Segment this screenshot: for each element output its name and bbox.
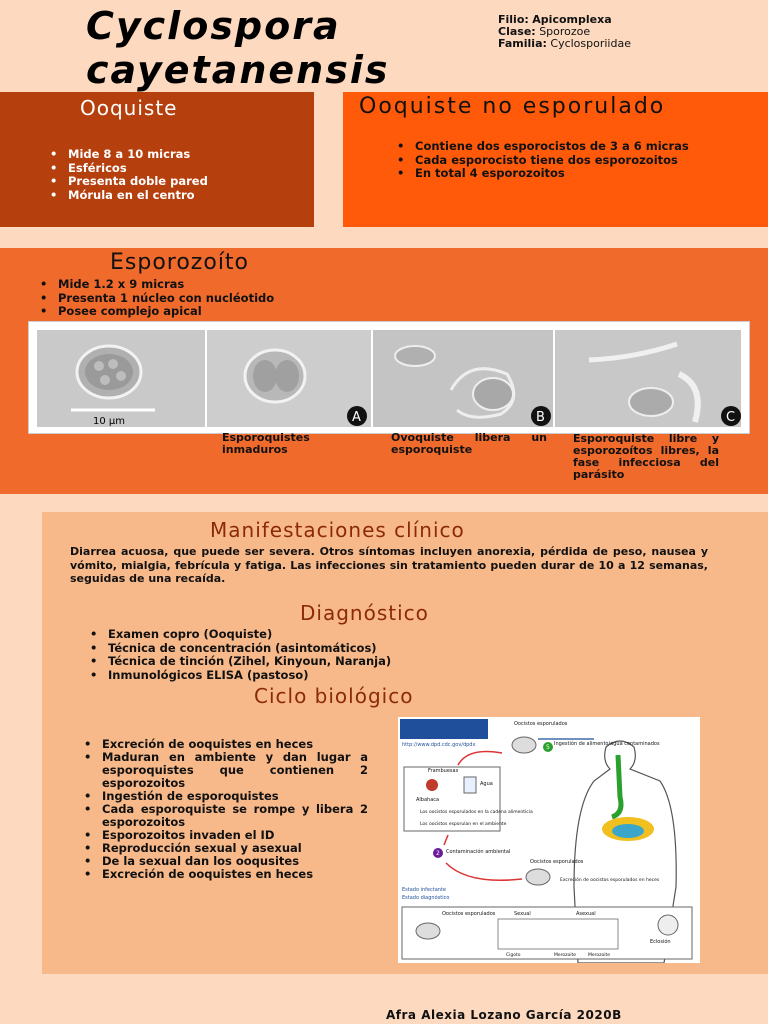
list-item: • Contiene dos esporocistos de 3 a 6 micras	[395, 140, 725, 154]
list-item: • Cada esporocisto tiene dos esporozoitos	[395, 154, 725, 168]
list-item: • Excreción de ooquistes en heces	[82, 738, 368, 751]
esporozoito-list	[38, 278, 274, 319]
step-number: 5	[546, 744, 550, 751]
micrograph-strip	[28, 321, 750, 434]
label-asexual: Asexual	[576, 911, 596, 917]
raspberry-icon	[426, 779, 438, 791]
life-cycle-svg	[398, 717, 700, 963]
sporocyst-release-image	[373, 330, 553, 427]
scale-label: 10 µm	[93, 416, 126, 427]
oocyst-image	[37, 330, 205, 427]
label-oocistos-mid: Oocistos esporulados	[530, 859, 584, 865]
label-albahaca: Albahaca	[416, 797, 440, 803]
list-item: • Esféricos	[48, 162, 208, 176]
page-title	[86, 4, 390, 92]
no-esporulado-list	[395, 140, 725, 181]
label-sexual: Sexual	[514, 911, 531, 917]
sporozoite-image	[555, 330, 741, 427]
manifestaciones-heading: Manifestaciones clínico	[210, 518, 465, 542]
sporocyst-image	[207, 330, 371, 427]
cycle-arrow	[444, 835, 448, 845]
list-item: • Cada esporoquiste se rompe y libera 2 esporozoitos	[82, 803, 368, 829]
list-item: • Posee complejo apical	[38, 305, 274, 319]
list-item: • Examen copro (Ooquiste)	[88, 628, 391, 642]
label-excrecion: Excreción de oocistos esporulados en heces	[560, 878, 660, 883]
list-item: • Mórula en el centro	[48, 189, 208, 203]
list-item: • Presenta 1 núcleo con nucléotido	[38, 292, 274, 306]
filio-label: Filio:	[498, 13, 529, 26]
label-contaminacion: Contaminación ambiental	[446, 849, 511, 855]
author-signature: Afra Alexia Lozano García 2020B	[386, 1008, 622, 1022]
list-item: • Mide 8 a 10 micras	[48, 148, 208, 162]
title-line-1: Cyclospora	[86, 4, 341, 48]
micrograph-panel-c	[555, 330, 741, 427]
caption-a: Esporoquistes inmaduros	[222, 431, 310, 456]
eclosion-icon	[658, 915, 678, 935]
label-merozoite-2: Merozoite	[588, 953, 611, 958]
label-cigoto: Cigoto	[506, 953, 521, 958]
micrograph-panel-scale	[37, 330, 205, 427]
micrograph-panel-a	[207, 330, 371, 427]
list-item: • Técnica de tinción (Zihel, Kinyoun, Naranja)	[88, 655, 391, 669]
cycle-arrow	[446, 863, 522, 880]
ciclo-list	[82, 738, 368, 881]
list-item: • Técnica de concentración (asintomáticos)	[88, 642, 391, 656]
label-agua: Agua	[480, 781, 493, 787]
intestine-small	[612, 824, 644, 838]
clase-label: Clase:	[498, 25, 536, 38]
cdc-url: http://www.dpd.cdc.gov/dpdx	[402, 742, 476, 748]
ciclo-heading: Ciclo biológico	[254, 684, 414, 708]
legend-infectante: Estado infectante	[402, 887, 446, 893]
taxonomy-block	[498, 14, 631, 50]
water-glass-icon	[464, 777, 476, 793]
list-item: • Presenta doble pared	[48, 175, 208, 189]
label-frambuesas: Frambuesas	[428, 768, 459, 774]
label-cadena: Los oocistos esporulados en la cadena alimenticia	[420, 810, 533, 815]
panel-label-c: C	[726, 410, 736, 425]
diagnostico-heading: Diagnóstico	[300, 601, 429, 625]
micrograph-panel-b	[373, 330, 553, 427]
diagnostico-list	[88, 628, 391, 682]
esporozoito-heading: Esporozoíto	[110, 250, 250, 275]
ooquiste-list	[48, 148, 208, 202]
ooquiste-section	[0, 92, 314, 227]
label-oocistos-top: Oocistos esporulados	[514, 721, 568, 727]
cdc-logo	[400, 719, 488, 739]
ooquiste-heading: Ooquiste	[80, 96, 178, 120]
no-esporulado-section	[343, 92, 768, 227]
panel-label-b: B	[536, 410, 545, 425]
oocyst-icon	[512, 737, 536, 753]
list-item: • Ingestión de esporoquistes	[82, 790, 368, 803]
list-item: • Esporozoitos invaden el ID	[82, 829, 368, 842]
list-item: • Maduran en ambiente y dan lugar a esporoquistes que contienen 2 esporozoitos	[82, 751, 368, 790]
clase-value: Sporozoe	[539, 25, 591, 38]
manifestaciones-text: Diarrea acuosa, que puede ser severa. Otros síntomas incluyen anorexia, pérdida de peso, nausea y vómito, mialgia, febrícula y fatiga. Las infecciones sin tratamiento pueden durar de 10 a 12 semanas, seguidas de una recaída.	[70, 545, 708, 585]
familia-value: Cyclosporiidae	[550, 37, 631, 50]
label-esporulan: Los oocistos esporulan en el ambiente	[420, 822, 507, 827]
life-cycle-diagram	[398, 717, 700, 963]
panel-label-a: A	[352, 410, 361, 425]
list-item: • Mide 1.2 x 9 micras	[38, 278, 274, 292]
oocyst-icon	[526, 869, 550, 885]
oocyst-icon	[416, 923, 440, 939]
legend-diagnostico: Estado diagnóstico	[402, 895, 450, 901]
caption-c: Esporoquiste libre y esporozoítos libres, la fase infecciosa del parásito	[573, 432, 719, 481]
digestive-tract	[612, 755, 621, 817]
filio-value: Apicomplexa	[532, 13, 612, 26]
cycle-arrow	[458, 752, 502, 766]
list-item: • En total 4 esporozoitos	[395, 167, 725, 181]
step-number: 2	[436, 850, 440, 857]
label-oocistos-bottom: Oocistos esporulados	[442, 911, 496, 917]
label-eclosion: Eclosión	[650, 939, 671, 945]
list-item: • Reproducción sexual y asexual	[82, 842, 368, 855]
no-esporulado-heading: Ooquiste no esporulado	[359, 94, 666, 119]
label-ingestion: Ingestión de alimento/agua contaminados	[554, 741, 660, 747]
list-item: • De la sexual dan los ooqusites	[82, 855, 368, 868]
caption-b: Ovoquiste libera un esporoquiste	[391, 431, 547, 456]
title-line-2: cayetanensis	[86, 48, 390, 92]
list-item: • Excreción de ooquistes en heces	[82, 868, 368, 881]
familia-label: Familia:	[498, 37, 547, 50]
label-merozoite-1: Merozoite	[554, 953, 577, 958]
list-item: • Inmunológicos ELISA (pastoso)	[88, 669, 391, 683]
